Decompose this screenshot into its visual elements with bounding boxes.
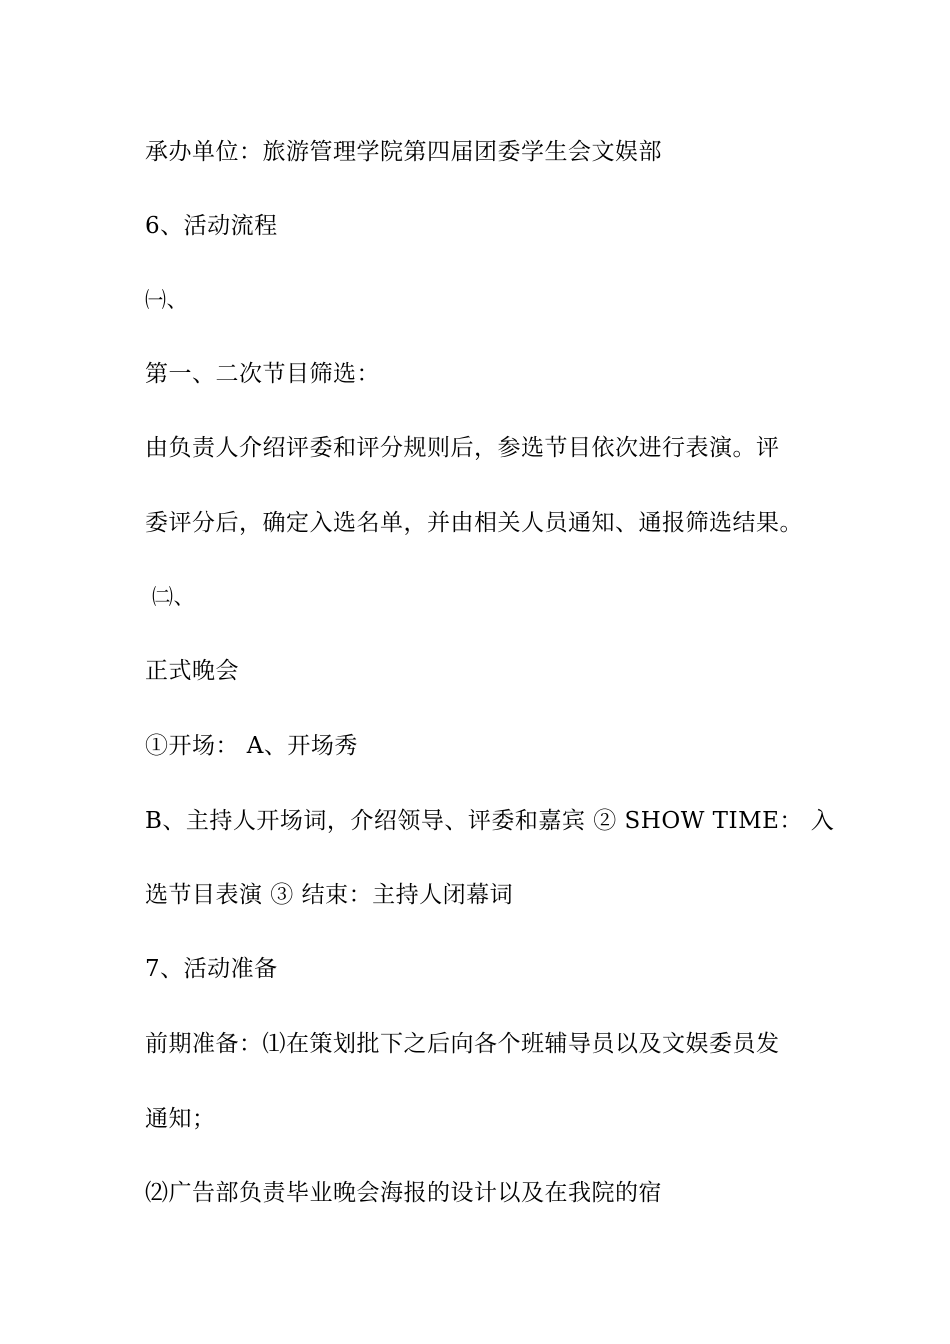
formal-gala-heading: 正式晚会	[145, 658, 239, 684]
paragraph-line: B、主持人开场词，介绍领导、评委和嘉宾 ② SHOW TIME： 入	[145, 808, 835, 834]
paragraph-line: 通知；	[145, 1106, 216, 1132]
organizer-line: 承办单位：旅游管理学院第四届团委学生会文娱部	[145, 139, 662, 165]
paragraph-line: ⑵广告部负责毕业晚会海报的设计以及在我院的宿	[145, 1180, 662, 1206]
section-heading-prep: 7、活动准备	[145, 956, 278, 982]
paragraph-line: 选节目表演 ③ 结束：主持人闭幕词	[145, 882, 514, 908]
paragraph-line: ①开场： A、开场秀	[145, 733, 358, 759]
subsection-marker-1: ㈠、	[145, 288, 188, 312]
subsection-marker-2: ㈡、	[152, 585, 195, 609]
paragraph-line: 委评分后，确定入选名单，并由相关人员通知、通报筛选结果。	[145, 510, 803, 536]
paragraph-line: 由负责人介绍评委和评分规则后，参选节目依次进行表演。评	[145, 435, 780, 461]
screening-heading: 第一、二次节目筛选：	[145, 361, 380, 387]
section-heading-process: 6、活动流程	[145, 213, 278, 239]
paragraph-line: 前期准备：⑴在策划批下之后向各个班辅导员以及文娱委员发	[145, 1031, 780, 1057]
